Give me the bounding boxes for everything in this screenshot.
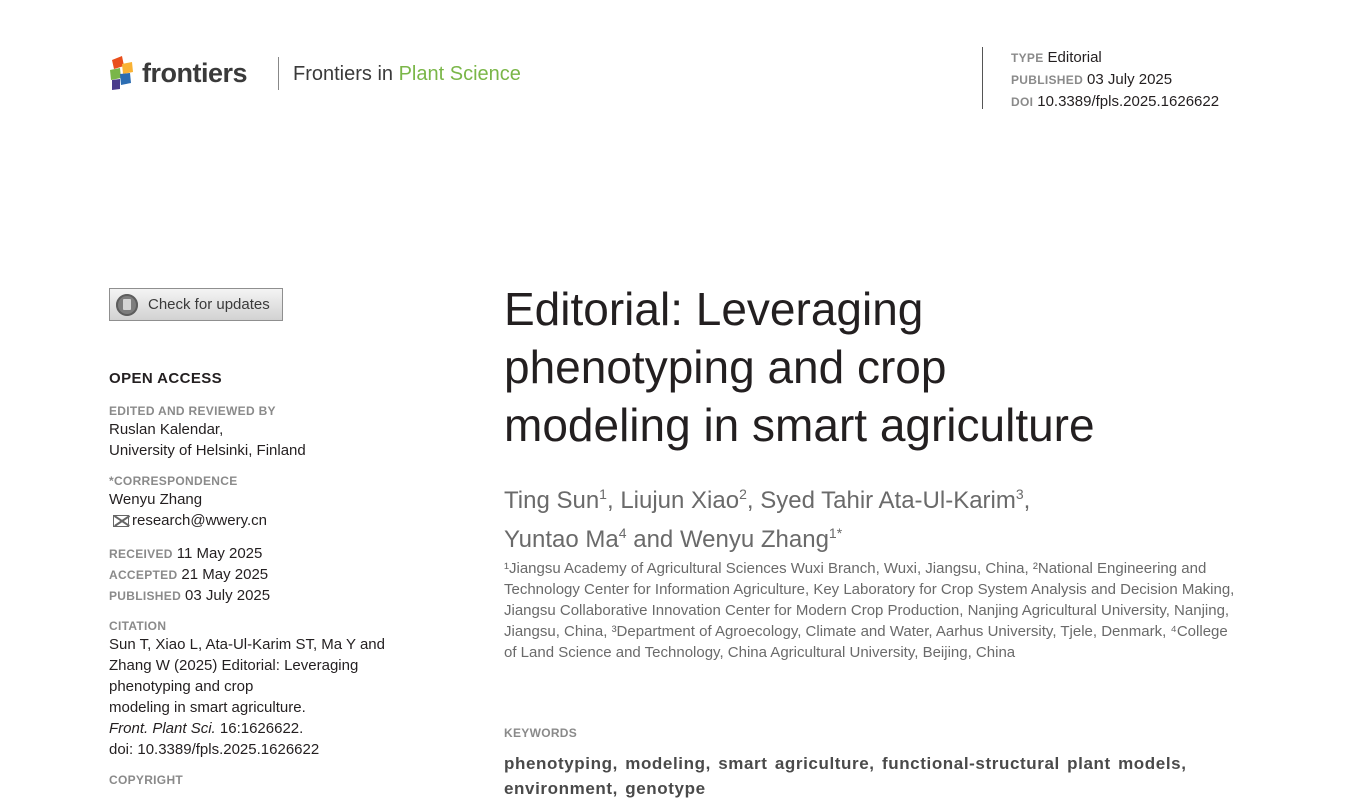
- author-separator: and: [626, 526, 680, 553]
- journal-prefix: Frontiers in: [293, 63, 399, 85]
- citation-doi[interactable]: doi: 10.3389/fpls.2025.1626622: [109, 741, 320, 758]
- frontiers-mark-icon: [108, 56, 136, 90]
- citation-volume: 16:1626622.: [215, 720, 304, 737]
- received-date: RECEIVED 11 May 2025: [109, 545, 263, 562]
- meta-rule: [982, 47, 983, 109]
- author-name[interactable]: Liujun Xiao: [620, 487, 740, 514]
- citation-line: Zhang W (2025) Editorial: Leveraging: [109, 657, 359, 674]
- author-name[interactable]: Syed Tahir Ata-Ul-Karim: [760, 487, 1016, 514]
- meta-published: PUBLISHED 03 July 2025: [1011, 71, 1173, 88]
- keywords: phenotyping, modeling, smart agriculture, functional-structural plant models, environment, genotype: [504, 754, 1187, 798]
- edited-label: EDITED AND REVIEWED BY: [109, 404, 276, 418]
- header-divider: [278, 57, 279, 90]
- citation-line: phenotyping and crop: [109, 678, 254, 695]
- correspondence-email-link[interactable]: research@wwery.cn: [132, 512, 267, 529]
- author-separator: ,: [606, 487, 621, 514]
- author-affiliation-mark: 1*: [828, 525, 843, 541]
- author-name[interactable]: Yuntao Ma: [504, 526, 619, 553]
- email-row[interactable]: [109, 510, 439, 531]
- dates-block: [109, 543, 439, 606]
- editor-affiliation: University of Helsinki, Finland: [109, 442, 306, 459]
- meta-type: TYPE Editorial: [1011, 49, 1102, 66]
- author-name[interactable]: Ting Sun: [504, 487, 600, 514]
- editor-name: Ruslan Kalendar,: [109, 421, 224, 438]
- copyright-label: COPYRIGHT: [109, 773, 184, 787]
- published-date: PUBLISHED 03 July 2025: [109, 587, 271, 604]
- author-separator: ,: [746, 487, 761, 514]
- check-for-updates-button[interactable]: [109, 288, 283, 321]
- author-affiliation-mark: 2: [739, 486, 747, 502]
- meta-doi[interactable]: DOI 10.3389/fpls.2025.1626622: [1011, 93, 1220, 110]
- author-list: [504, 478, 1244, 556]
- affiliations: ¹Jiangsu Academy of Agricultural Sciences Wuxi Branch, Wuxi, Jiangsu, China, ²National Engineering and Technology Center for Information Agriculture, Key Laboratory for Crop System Analysis and Decision Making, Jiangsu Collaborative Innovation Center for Modern Crop Production, Nanjing Agricultural University, Nanjing, Jiangsu, China, ³Department of Agroecology, Climate and Water, Aarhus University, Tjele, Denmark, ⁴College of Land Science and Technology, China Agricultural University, Beijing, China: [504, 560, 1235, 661]
- article-meta: [1011, 47, 1219, 113]
- editor-block: [109, 403, 439, 461]
- citation-line: modeling in smart agriculture.: [109, 699, 306, 716]
- open-access-heading: OPEN ACCESS: [109, 370, 223, 387]
- article-title: [504, 280, 1224, 454]
- sidebar: [109, 366, 439, 788]
- copyright-block: [109, 772, 439, 788]
- correspondence-name: Wenyu Zhang: [109, 491, 203, 508]
- bookmark-circle-icon: [116, 294, 138, 316]
- title-line: modeling in smart agriculture: [504, 399, 1095, 451]
- title-line: Editorial: Leveraging: [504, 283, 924, 335]
- accepted-date: ACCEPTED 21 May 2025: [109, 566, 269, 583]
- author-affiliation-mark: 1: [599, 486, 607, 502]
- correspondence-label: *CORRESPONDENCE: [109, 474, 238, 488]
- journal-name[interactable]: [293, 63, 521, 86]
- author-name[interactable]: Wenyu Zhang: [679, 526, 829, 553]
- title-line: phenotyping and crop: [504, 341, 947, 393]
- correspondence-block: [109, 473, 439, 531]
- citation-block: [109, 618, 439, 760]
- journal-accent: Plant Science: [398, 63, 521, 85]
- author-affiliation-mark: 4: [618, 525, 627, 541]
- citation-journal-line: [109, 718, 439, 739]
- citation-journal: Front. Plant Sci.: [109, 720, 216, 737]
- logo-wordmark: frontiers: [142, 57, 248, 88]
- envelope-icon: [113, 515, 129, 527]
- author-affiliation-mark: 3: [1015, 486, 1024, 502]
- frontiers-logo[interactable]: [108, 55, 247, 91]
- citation-label: CITATION: [109, 619, 167, 633]
- citation-line: Sun T, Xiao L, Ata-Ul-Karim ST, Ma Y and: [109, 636, 385, 653]
- keywords-label: KEYWORDS: [504, 726, 578, 740]
- check-for-updates-label: Check for updates: [148, 296, 270, 313]
- author-separator: ,: [1023, 487, 1031, 514]
